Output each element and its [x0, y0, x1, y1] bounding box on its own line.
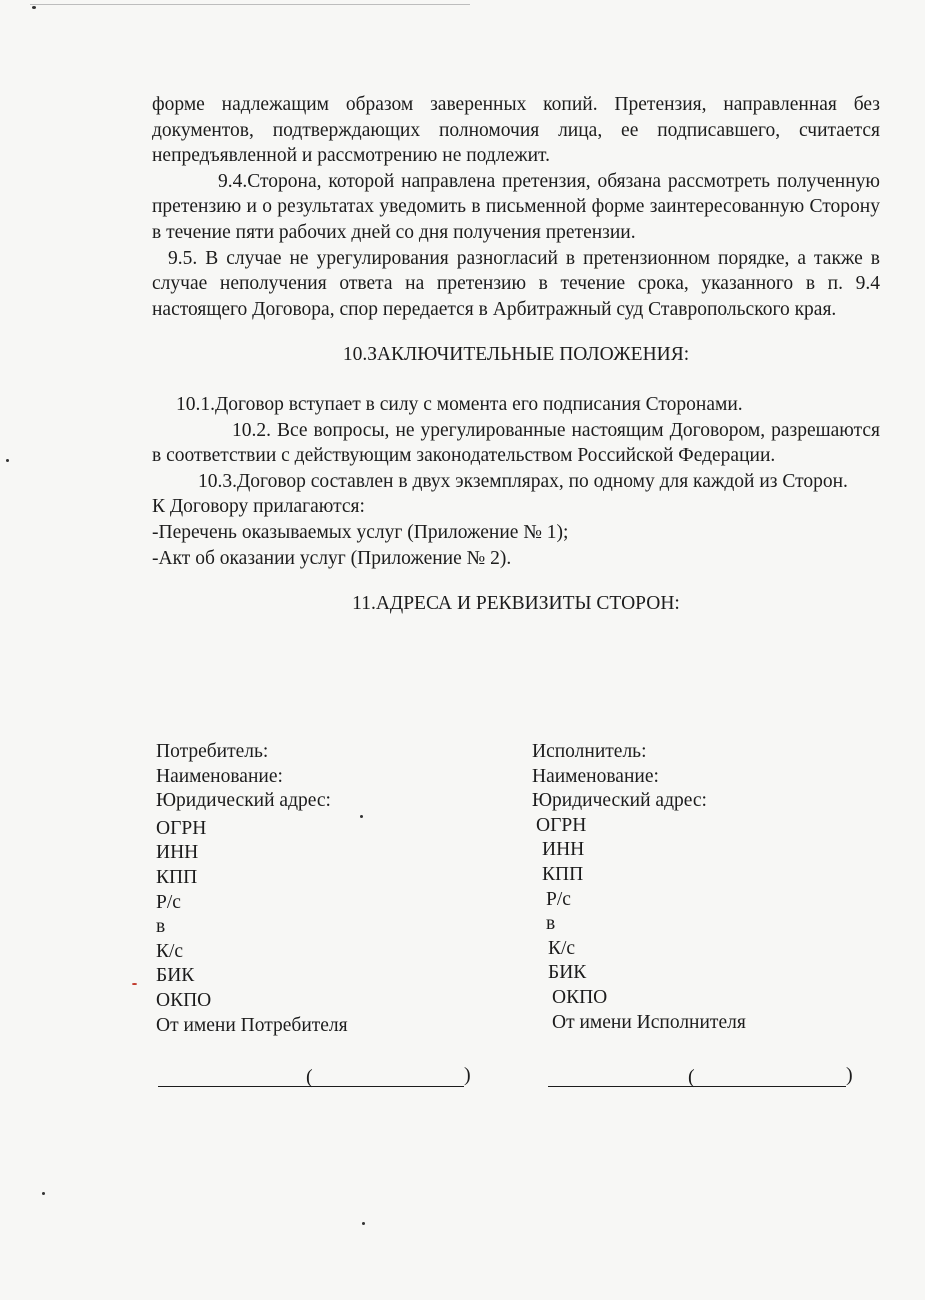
consumer-okpo: ОКПО: [156, 989, 212, 1011]
paragraph-9-5: 9.5. В случае не урегулирования разногласий в претензионном порядке, а также в случае неполучения ответа на претензию в течение срока, указанного в п. 9.4 настоящего Договора, спор передается в Арбитражный суд Ставропольского края.: [152, 247, 880, 320]
paragraph-9-4: 9.4.Сторона, которой направлена претензия, обязана рассмотреть полученную претензию и о результатах уведомить в письменной форме заинтересованную Сторону в течение пяти рабочих дней со дня получения претензии.: [152, 170, 880, 243]
consumer-bik: БИК: [156, 965, 195, 987]
consumer-ogrn: ОГРН: [156, 817, 207, 839]
paragraph-10-3: 10.3.Договор составлен в двух экземплярах, по одному для каждой из Сторон.: [198, 470, 848, 492]
consumer-bank: в: [156, 916, 166, 938]
scan-speck: [32, 6, 36, 9]
scan-speck: [362, 1222, 365, 1225]
attachment-2: -Акт об оказании услуг (Приложение № 2).: [152, 547, 512, 569]
open-paren: (: [688, 1066, 695, 1088]
executor-details: [532, 740, 746, 1035]
executor-ogrn: ОГРН: [536, 814, 587, 836]
consumer-rs: Р/с: [156, 891, 181, 913]
attachment-1: -Перечень оказываемых услуг (Приложение № 1);: [152, 521, 569, 543]
close-paren: ): [846, 1064, 853, 1086]
executor-signature-line: [548, 1064, 853, 1087]
consumer-details: [156, 740, 348, 1038]
scan-edge-line: [30, 4, 470, 5]
executor-rs: Р/с: [546, 888, 571, 910]
scan-speck: [360, 815, 363, 818]
open-paren: (: [306, 1066, 313, 1088]
executor-title: Исполнитель:: [532, 741, 647, 762]
signature-blank: [158, 1066, 306, 1087]
executor-signatory: От имени Исполнителя: [552, 1011, 746, 1033]
section-10-title: 10.ЗАКЛЮЧИТЕЛЬНЫЕ ПОЛОЖЕНИЯ:: [342, 344, 690, 366]
executor-bank: в: [546, 913, 556, 935]
executor-name-label: Наименование:: [532, 765, 659, 787]
consumer-ks: К/с: [156, 940, 184, 962]
signature-blank: [548, 1066, 688, 1087]
consumer-address-label: Юридический адрес:: [156, 790, 331, 812]
executor-inn: ИНН: [542, 839, 585, 861]
consumer-signature-line: [158, 1064, 471, 1087]
scan-speck: [6, 459, 9, 462]
executor-address-label: Юридический адрес:: [532, 790, 707, 812]
consumer-inn: ИНН: [156, 842, 199, 864]
executor-ks: К/с: [548, 937, 576, 959]
consumer-signatory: От имени Потребителя: [156, 1014, 348, 1036]
paragraph-9-3-continued: форме надлежащим образом заверенных копий. Претензия, направленная без документов, подтверждающих полномочия лица, ее подписавшего, считается непредъявленной и рассмотрению не подлежит.: [152, 94, 880, 167]
contract-body: [152, 92, 880, 641]
close-paren: ): [464, 1064, 471, 1086]
paragraph-10-1: 10.1.Договор вступает в силу с момента его подписания Сторонами.: [176, 393, 743, 415]
consumer-name-label: Наименование:: [156, 765, 283, 787]
consumer-title: Потребитель:: [156, 741, 269, 762]
scan-speck: [42, 1192, 45, 1195]
section-11-title: 11.АДРЕСА И РЕКВИЗИТЫ СТОРОН:: [352, 593, 680, 615]
consumer-kpp: КПП: [156, 866, 198, 888]
scan-speck: [132, 983, 137, 985]
executor-okpo: ОКПО: [552, 986, 608, 1008]
executor-bik: БИК: [548, 962, 587, 984]
attachments-intro: К Договору прилагаются:: [152, 496, 365, 518]
executor-kpp: КПП: [542, 863, 584, 885]
paragraph-10-2: 10.2. Все вопросы, не урегулированные настоящим Договором, разрешаются в соответствии с действующим законодательством Российской Федерации.: [152, 419, 880, 467]
